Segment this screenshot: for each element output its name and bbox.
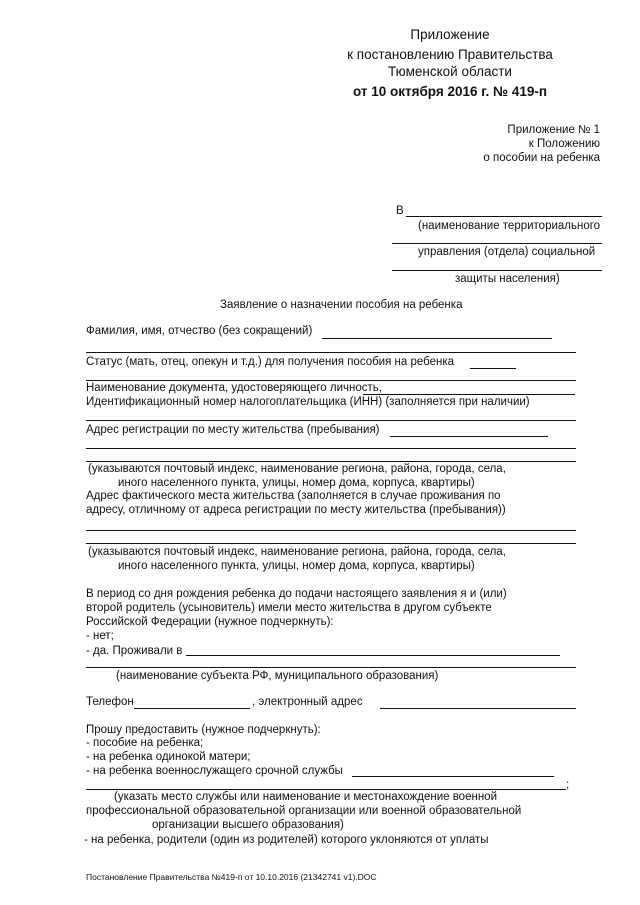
phone-field[interactable] <box>134 708 250 709</box>
address-hint-3: (указываются почтовый индекс, наименование региона, района, города, села, <box>88 546 506 558</box>
military-service-field[interactable] <box>352 776 554 777</box>
addressee-line-3[interactable] <box>392 270 602 271</box>
address-hint-4: иного населенного пункта, улицы, номер дома, корпуса, квартиры) <box>118 560 475 572</box>
status-field[interactable] <box>470 368 516 369</box>
inn-field[interactable] <box>86 420 576 421</box>
phone-label: Телефон <box>86 696 134 708</box>
form-title: Заявление о назначении пособия на ребенка <box>220 299 463 311</box>
actual-address-field[interactable] <box>86 530 576 531</box>
actual-address-field-2[interactable] <box>86 543 576 544</box>
blank-line-1[interactable] <box>86 380 576 381</box>
addressee-line-1[interactable] <box>406 216 602 217</box>
full-name-label: Фамилия, имя, отчество (без сокращений) <box>86 325 313 337</box>
addressee-hint-1: (наименование территориального <box>418 220 601 232</box>
actual-address-label-1: Адрес фактического места жительства (заполняется в случае проживания по <box>86 490 501 502</box>
period-text-2: второй родитель (усыновитель) имели место жительства в другом субъекте <box>86 602 492 614</box>
header-decree: от 10 октября 2016 г. № 419-п <box>352 84 548 99</box>
footer-doc-name: Постановление Правительства №419-п от 10.10.2016 (21342741 v1).DOC <box>86 872 377 882</box>
benefit-option-4[interactable]: - на ребенка, родители (один из родителей) которого уклоняются от уплаты <box>84 834 489 846</box>
reg-address-label: Адрес регистрации по месту жительства (пребывания) <box>86 424 380 436</box>
period-text-1: В период со дня рождения ребенка до подачи настоящего заявления я и (или) <box>86 588 507 600</box>
reg-address-field[interactable] <box>390 436 548 437</box>
id-document-label: Наименование документа, удостоверяющего личность, <box>86 382 382 394</box>
header-line-2: к постановлению Правительства <box>347 47 553 62</box>
full-name-field[interactable] <box>322 338 552 339</box>
service-hint-1: (указать место службы или наименование и местонахождение военной <box>114 791 497 803</box>
email-label: , электронный адрес <box>252 696 363 708</box>
subject-hint: (наименование субъекта РФ, муниципального образования) <box>116 670 439 682</box>
header-line-3: Тюменской области <box>388 64 512 79</box>
option-no[interactable]: - нет; <box>86 630 114 642</box>
reg-address-field-2[interactable] <box>86 448 576 449</box>
lived-in-field-2[interactable] <box>86 667 576 668</box>
inn-label: Идентификационный номер налогоплательщика (ИНН) (заполняется при наличии) <box>86 396 530 408</box>
header-title: Приложение <box>410 27 490 42</box>
service-hint-3: организации высшего образования) <box>152 819 344 831</box>
request-label: Прошу предоставить (нужное подчеркнуть): <box>86 724 321 736</box>
id-document-field[interactable] <box>363 394 575 395</box>
period-text-3: Российской Федерации (нужное подчеркнуть): <box>86 616 334 628</box>
full-name-field-2[interactable] <box>86 352 576 353</box>
service-hint-2: профессиональной образовательной организации или военной образовательной <box>86 805 522 817</box>
status-label: Статус (мать, отец, опекун и т.д.) для получения пособия на ребенка <box>86 356 455 368</box>
address-hint-1: (указываются почтовый индекс, наименование региона, района, города, села, <box>88 463 506 475</box>
military-service-field-2[interactable] <box>86 789 566 790</box>
addressee-to: В <box>396 205 404 217</box>
addressee-hint-3: защиты населения) <box>455 273 560 285</box>
option-yes[interactable]: - да. Проживали в <box>86 645 183 657</box>
addressee-line-2[interactable] <box>392 243 602 244</box>
lived-in-field[interactable] <box>186 655 560 656</box>
addressee-hint-2: управления (отдела) социальной <box>418 246 596 258</box>
address-hint-2: иного населенного пункта, улицы, номер дома, корпуса, квартиры) <box>118 477 475 489</box>
email-field[interactable] <box>380 708 576 709</box>
semicolon: ; <box>566 779 570 791</box>
reg-address-field-3[interactable] <box>86 461 576 462</box>
benefit-option-2[interactable]: - на ребенка одинокой матери; <box>86 751 251 763</box>
appendix-line-2: к Положению <box>528 138 600 150</box>
actual-address-label-2: адресу, отличному от адреса регистрации по месту жительства (пребывания)) <box>86 504 506 516</box>
benefit-option-3[interactable]: - на ребенка военнослужащего срочной службы <box>86 765 343 777</box>
appendix-line-3: о пособии на ребенка <box>483 152 600 164</box>
benefit-option-1[interactable]: - пособие на ребенка; <box>86 737 204 749</box>
appendix-line-1: Приложение № 1 <box>507 124 600 136</box>
